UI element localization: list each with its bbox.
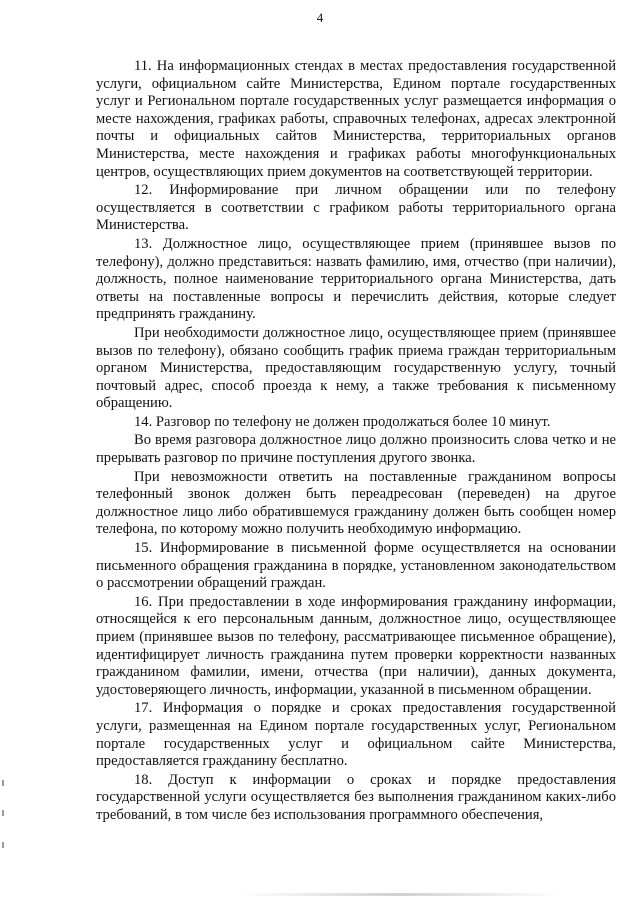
paragraph-12: 12. Информирование при личном обращении или по телефону осуществляется в соответствии с графиком работы территориального органа Министерства. bbox=[96, 182, 616, 234]
paragraph-13-continued: При необходимости должностное лицо, осуществляющее прием (принявшее вызов по телефону), обязано сообщить график приема граждан территориальным органом Министерства, предоставляющим государственную услугу, точный почтовый адрес, способ проезда к нему, а также требования к письменному обращению. bbox=[96, 324, 616, 412]
paragraph-18: 18. Доступ к информации о сроках и порядке предоставления государственной услуги осуществляется без выполнения гражданином каких-либо требований, в том числе без использования программного обеспечения, bbox=[96, 771, 616, 823]
paragraph-16: 16. При предоставлении в ходе информирования гражданину информации, относящейся к его персональным данным, должностное лицо, осуществляющее прием (принявшее вызов по телефону, рассматривающее письменное обращение), идентифицирует личность гражданина путем проверки корректности названных гражданином фамилии, имени, отчества (при наличии), данных документа, удостоверяющего личность, информации, указанной в письменном обращении. bbox=[96, 593, 616, 698]
scan-bottom-mark bbox=[240, 893, 560, 896]
paragraph-13: 13. Должностное лицо, осуществляющее прием (принявшее вызов по телефону), должно представиться: назвать фамилию, имя, отчество (при наличии), должность, полное наименование территориального органа Министерства, дать ответы на поставленные вопросы и перечислить действия, которые следует предпринять гражданину. bbox=[96, 235, 616, 323]
scan-edge-specks bbox=[2, 780, 8, 880]
paragraph-14-continued-b: При невозможности ответить на поставленные гражданином вопросы телефонный звонок должен быть переадресован (переведен) на другое должностное лицо либо обратившемуся гражданину должен быть сообщен номер телефона, по которому можно получить необходимую информацию. bbox=[96, 468, 616, 538]
paragraph-11: 11. На информационных стендах в местах предоставления государственной услуги, официальном сайте Министерства, Едином портале государственных услуг и Региональном портале государственных услуг размещается информация о месте нахождения, графиках работы, справочных телефонах, адресах электронной почты и официальных сайтов Министерства, территориальных органов Министерства, месте нахождения и графиках работы многофункциональных центров, осуществляющих прием документов на соответствующей территории. bbox=[96, 58, 616, 180]
paragraph-14: 14. Разговор по телефону не должен продолжаться более 10 минут. bbox=[134, 413, 551, 430]
paragraph-15: 15. Информирование в письменной форме осуществляется на основании письменного обращения гражданина в порядке, установленном законодательством о рассмотрении обращений граждан. bbox=[96, 540, 616, 592]
paragraph-14-continued-a: Во время разговора должностное лицо должно произносить слова четко и не прерывать разговор по причине поступления другого звонка. bbox=[96, 432, 616, 467]
page-number: 4 bbox=[316, 10, 324, 25]
document-body bbox=[96, 58, 616, 825]
paragraph-17: 17. Информация о порядке и сроках предоставления государственной услуги, размещенная на Едином портале государственных услуг, Региональном портале государственных услуг и официальном сайте Министерства, предоставляется гражданину бесплатно. bbox=[96, 700, 616, 770]
